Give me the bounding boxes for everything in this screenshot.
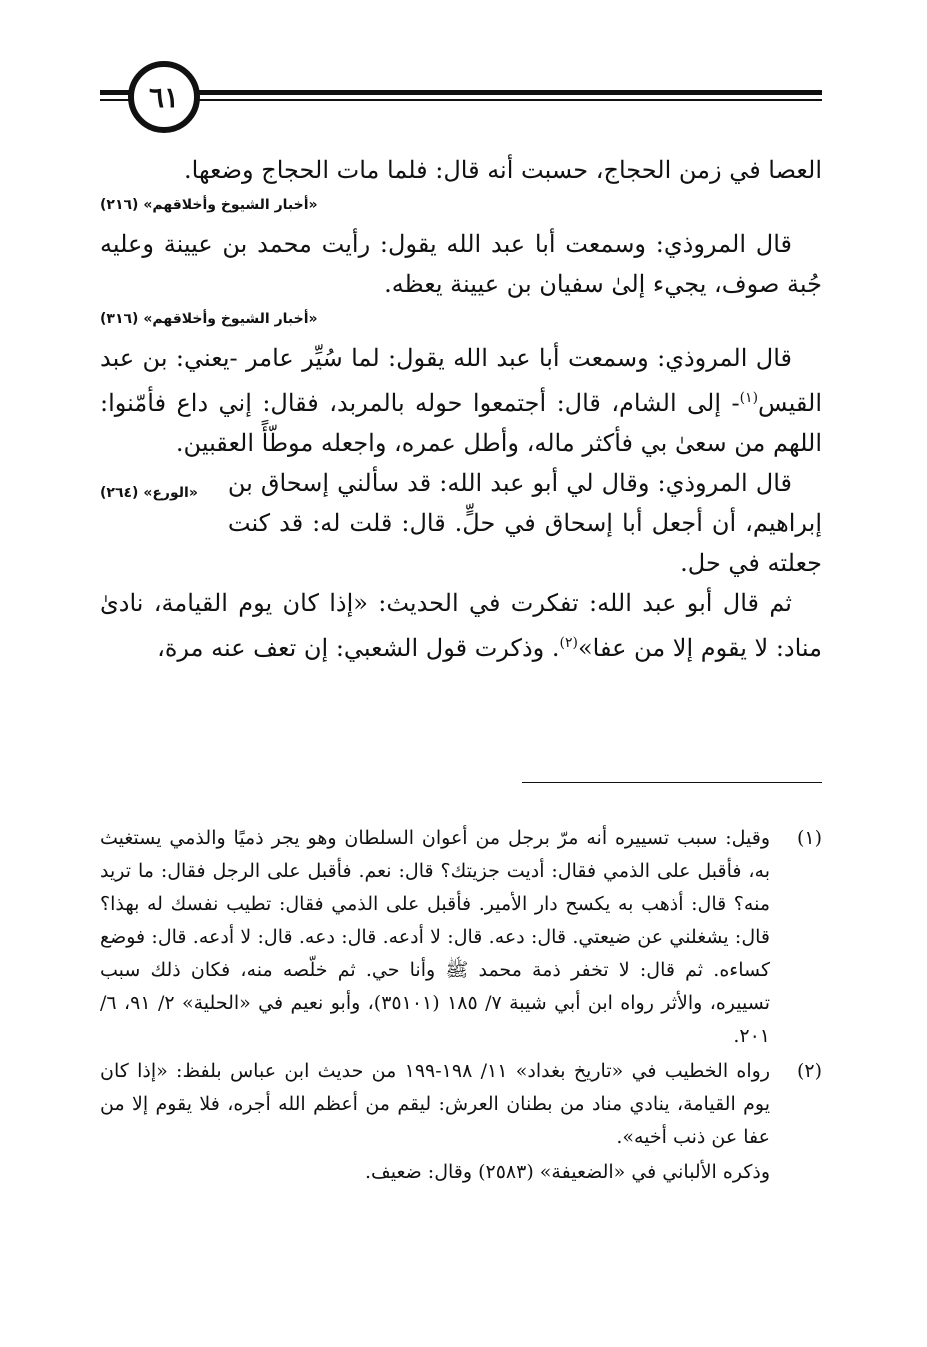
footnote-continuation: وذكره الألباني في «الضعيفة» (٢٥٨٣) وقال: ضعيف.: [365, 1161, 770, 1183]
paragraph: [100, 338, 822, 501]
header-rule: [100, 90, 822, 95]
footnote-ref[interactable]: (٢): [559, 635, 578, 651]
footnotes: [100, 822, 822, 1189]
footnote-number: (٢): [796, 1060, 822, 1082]
source-citation: «أخبار الشيوخ وأخلاقهم» (٢١٦): [100, 197, 318, 213]
source-citation: «أخبار الشيوخ وأخلاقهم» (٣١٦): [100, 311, 318, 327]
footnote-ref[interactable]: (١): [739, 390, 759, 406]
paragraph: قال المروذي: وقال لي أبو عبد الله: قد سألني إسحاق بن إبراهيم، أن أجعل أبا إسحاق في حلٍّ. قال: قلت له: قد كنت جعلته في حل.: [227, 469, 822, 577]
footnote-number: (١): [796, 827, 822, 849]
footnote-text: رواه الخطيب في «تاريخ بغداد» ١١/ ١٩٨-١٩٩ من حديث ابن عباس بلفظ: «إذا كان يوم القيامة، ينادي مناد من بطنان العرش: ليقم من أعظم الله أجره، فلا يقوم إلا من عفا عن ذنب أخيه».: [100, 1060, 770, 1148]
footnote: [100, 822, 822, 1053]
paragraph-text: - إلى الشام، قال: أجتمعوا حوله بالمربد، فقال: إني داع فأمّنوا: اللهم من سعىٰ بي فأكثر ماله، وأطل عمره، واجعله موطّأً العقبين.: [100, 389, 822, 457]
paragraph: العصا في زمن الحجاج، حسبت أنه قال: فلما مات الحجاج وضعها.: [184, 156, 822, 184]
main-text: [100, 150, 822, 668]
paragraph: [100, 583, 822, 668]
paragraph-text: . وذكرت قول الشعبي: إن تعف عنه مرة،: [157, 634, 560, 662]
page-header: [0, 55, 927, 145]
paragraph-text: ثم قال أبو عبد الله: تفكرت في الحديث: «إذا كان يوم القيامة، نادىٰ مناد: لا يقوم إلا من عفا»: [100, 589, 822, 662]
footnote: [100, 1055, 822, 1154]
header-rule-thin: [100, 99, 822, 101]
paragraph: قال المروذي: وسمعت أبا عبد الله يقول: رأيت محمد بن عيينة وعليه جُبة صوف، يجيء إلىٰ سفيان بن عيينة يعظه.: [100, 230, 822, 298]
source-citation: «الورع» (٢٦٤): [100, 485, 198, 501]
footnote-separator: [522, 782, 822, 783]
footnote-text: وقيل: سبب تسييره أنه مرّ برجل من أعوان السلطان وهو يجر ذميًا والذمي يستغيث به، فأقبل على الذمي فقال: أديت جزيتك؟ قال: نعم. فأقبل على الرجل فقال: ما تريد منه؟ قال: أذهب به يكسح دار الأمير. فأقبل على الذمي فقال: تطيب نفسك له بهذا؟ قال: يشغلني عن ضيعتي. قال: دعه. قال: لا أدعه. قال: دعه. قال: لا أدعه. قال: فوضع كساءه. ثم قال: لا تخفر ذمة محمد ﷺ وأنا حي. ثم خلّصه منه، فكان ذلك سبب تسييره، والأثر رواه ابن أبي شيبة ٧/ ١٨٥ (٣٥١٠١)، وأبو نعيم في «الحلية» ٢/ ٩١، ٦/ ٢٠١.: [100, 827, 770, 1047]
paragraph-text: قال المروذي: وسمعت أبا عبد الله يقول: لما سُيِّر عامر -يعني: بن عبد القيس: [100, 344, 822, 417]
page-number: ٦١: [128, 61, 200, 133]
